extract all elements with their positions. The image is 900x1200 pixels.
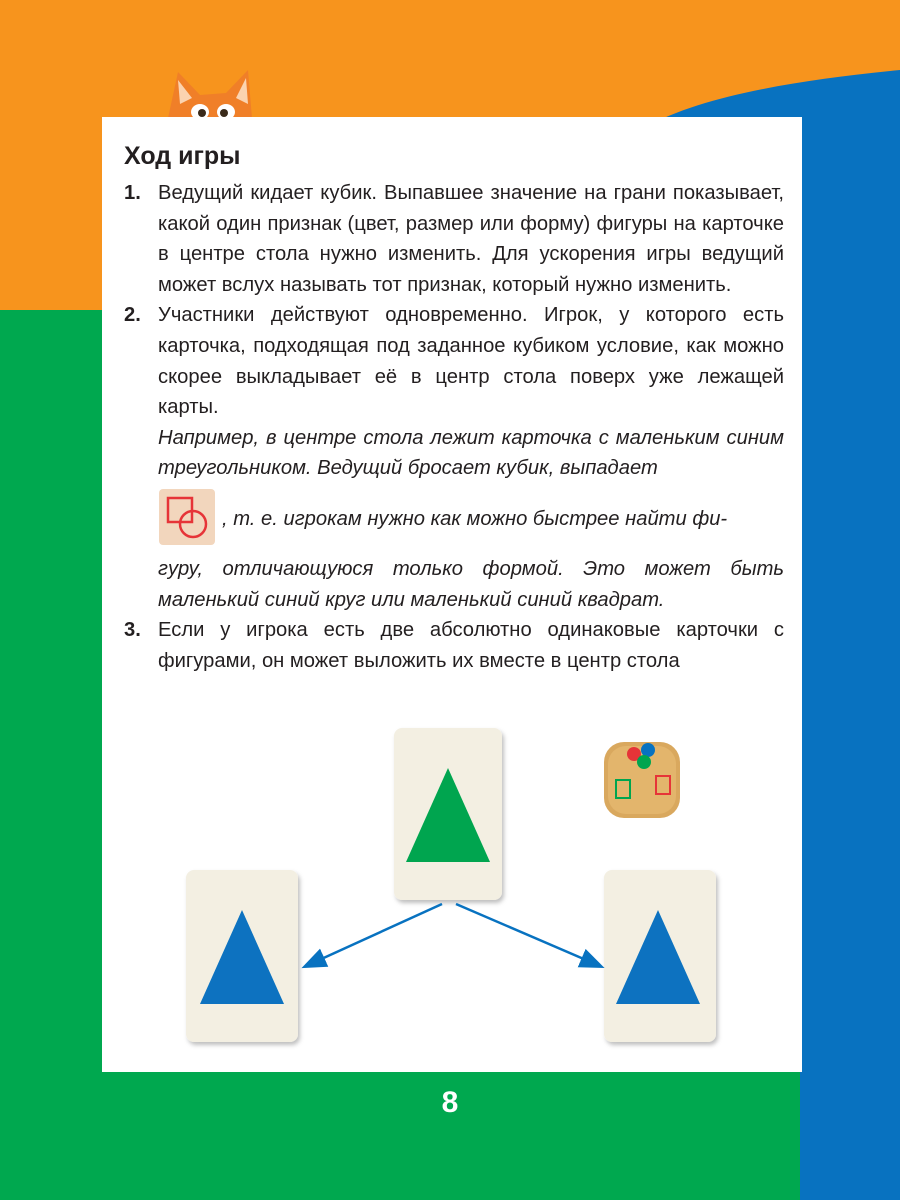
arrow-right-icon (456, 904, 600, 966)
step-text: Если у игрока есть две абсолютно одинаковые карточки с фигурами, он может выложить их вместе в центр стола (158, 619, 784, 672)
step-text: Участники действуют одновременно. Игрок, у которого есть карточка, подходящая под заданное кубиком условие, как можно скорее выкладывает её в центр стола поверх уже лежащей карты. (158, 304, 784, 419)
step-number: 2. (124, 304, 141, 327)
shape-change-icon (158, 488, 216, 546)
wooden-dice-icon (604, 742, 680, 818)
left-card-blue-triangle (186, 870, 298, 1042)
page-number: 8 (441, 1086, 459, 1119)
rules-list (124, 178, 784, 676)
example-text-end: гуру, отличающуюся только формой. Это может быть маленький синий круг или маленький синий квадрат. (158, 557, 784, 611)
section-heading: Ход игры (124, 142, 241, 170)
rule-step-2 (124, 300, 784, 615)
center-card-green-triangle (394, 728, 502, 900)
example-text-start: Например, в центре стола лежит карточка с маленьким синим треугольником. Ведущий бросает кубик, выпадает (158, 426, 784, 480)
example-text-middle: , т. е. игрокам нужно как можно быстрее найти фи- (222, 507, 728, 530)
cards-illustration (160, 720, 780, 1060)
arrow-left-icon (306, 904, 442, 966)
step-number: 1. (124, 182, 141, 204)
rule-step-1 (124, 178, 784, 300)
example-dice-line (158, 484, 784, 554)
rule-step-3 (124, 615, 784, 676)
right-card-blue-triangle (604, 870, 716, 1042)
step-number: 3. (124, 619, 141, 642)
step-text: Ведущий кидает кубик. Выпавшее значение на грани показывает, какой один признак (цвет, размер или форму) фигуры на карточке в центре стола нужно изменить. Для ускорения игры ведущий может вслух называть тот признак, который нужно изменить. (158, 182, 784, 296)
